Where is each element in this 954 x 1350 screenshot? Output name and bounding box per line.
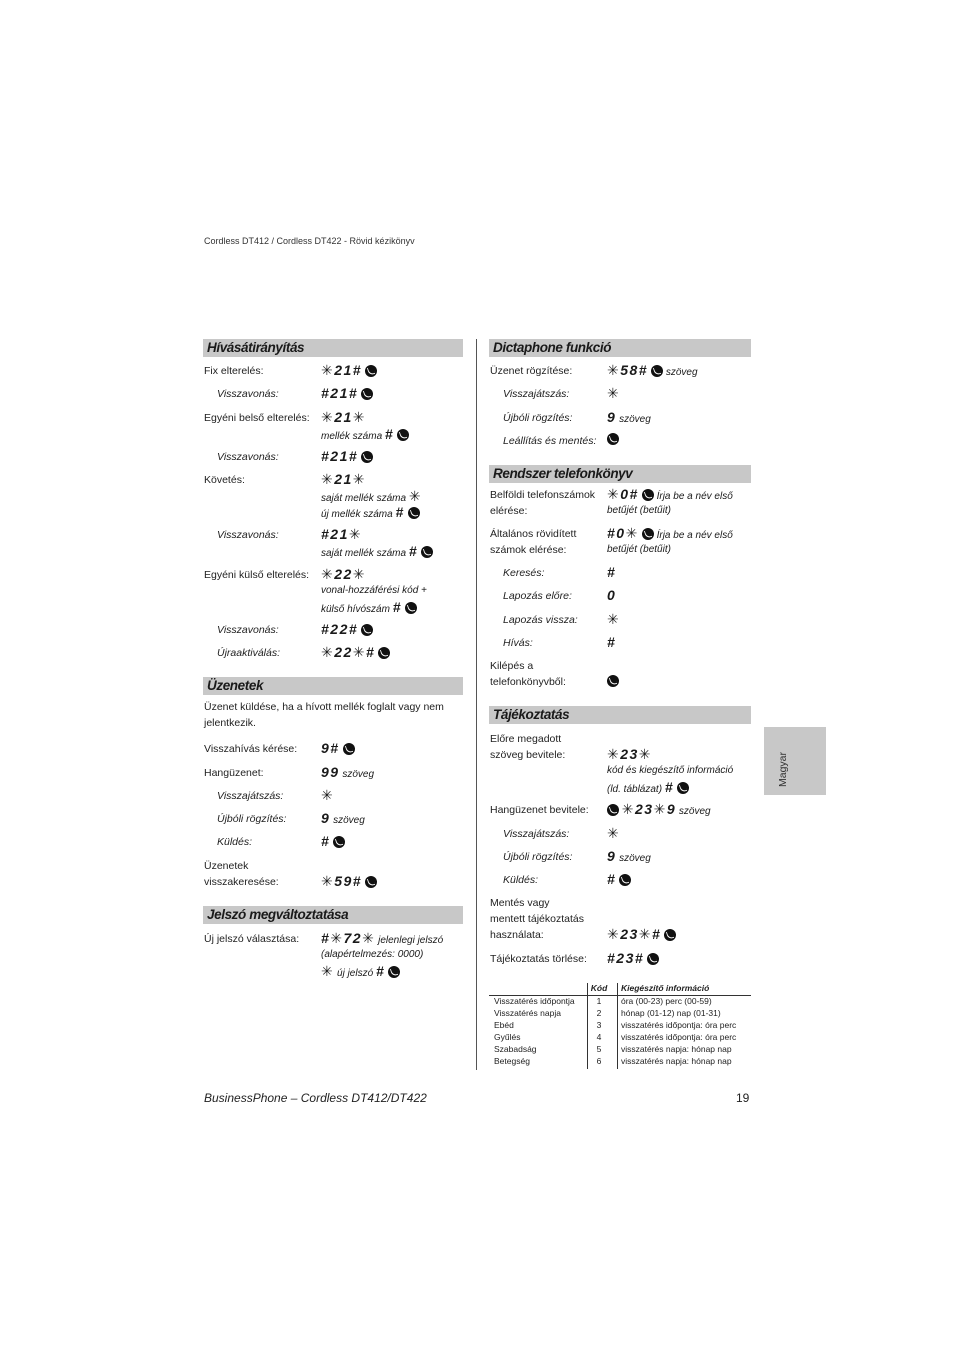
section-header-call-forward: Hívásátirányítás <box>203 339 463 357</box>
handset-icon <box>607 804 619 816</box>
label-scroll-forward: Lapozás előre: <box>503 590 572 602</box>
label-voice-message: Hangüzenet: <box>204 767 264 779</box>
header-code: Kód <box>590 983 608 993</box>
code-cancel-external: #22# <box>321 621 373 640</box>
code-common-abbreviated: #0✳ Írja be a név első <box>607 525 733 541</box>
label-follow-me: Követés: <box>204 474 245 486</box>
label-scroll-back: Lapozás vissza: <box>503 614 578 626</box>
code-search: # <box>607 564 617 580</box>
code-scroll-forward: 0 <box>607 587 617 603</box>
handset-icon <box>421 546 433 558</box>
page-number: 19 <box>736 1091 750 1105</box>
code-external-forward: ✳22✳ <box>321 566 367 582</box>
note-follow-me: saját mellék száma ✳ <box>321 488 423 504</box>
code-rerecord: 9 szöveg <box>321 810 365 826</box>
label-national-numbers-2: elérése: <box>490 505 528 517</box>
code-playback: ✳ <box>607 825 621 841</box>
label-send: Küldés: <box>503 874 539 886</box>
handset-icon <box>607 675 619 687</box>
code-playback: ✳ <box>607 385 621 401</box>
code-cancel-follow: #21✳ <box>321 526 363 542</box>
table-row: Szabadság 5 visszatérés napja: hónap nap <box>494 1044 732 1054</box>
label-common-abbreviated-2: számok elérése: <box>490 544 567 556</box>
handset-icon <box>388 966 400 978</box>
handset-icon <box>642 489 654 501</box>
running-header: Cordless DT412 / Cordless DT422 - Rövid kézikönyv <box>204 236 415 246</box>
section-header-dictaphone: Dictaphone funkció <box>489 339 751 357</box>
label-reactivate: Újraaktiválás: <box>217 647 281 659</box>
handset-icon <box>607 433 619 445</box>
info-code-table <box>489 983 751 1068</box>
table-row: Visszatérés időpontja 1 óra (00-23) perc (00-59) <box>494 996 712 1006</box>
label-new-password: Új jelszó választása: <box>204 933 300 945</box>
label-rerecord: Újbóli rögzítés: <box>503 412 573 424</box>
handset-icon <box>333 836 345 848</box>
code-voice-message: 99 szöveg <box>321 764 375 780</box>
handset-icon <box>651 365 663 377</box>
header-extra-info: Kiegészítő információ <box>621 983 710 993</box>
label-delete-info: Tájékoztatás törlése: <box>490 953 587 965</box>
handset-icon <box>619 874 631 886</box>
note-external-forward: vonal-hozzáférési kód + <box>321 585 427 596</box>
label-send: Küldés: <box>217 836 253 848</box>
section-header-information: Tájékoztatás <box>489 706 751 724</box>
handset-icon <box>365 876 377 888</box>
code-cancel: #21# <box>321 448 373 467</box>
handset-icon <box>378 647 390 659</box>
code-send: # <box>321 833 345 852</box>
code-predefined-text: ✳23✳ <box>607 746 653 762</box>
handset-icon <box>647 953 659 965</box>
code-new-password: #✳72✳ jelenlegi jelszó <box>321 930 444 946</box>
table-row: Betegség 6 visszatérés napja: hónap nap <box>494 1056 732 1066</box>
handset-icon <box>361 624 373 636</box>
handset-icon <box>408 507 420 519</box>
note2-external-forward: külső hívószám # <box>321 599 417 618</box>
code-send: # <box>607 871 631 890</box>
language-tab: Magyar <box>764 727 826 795</box>
code-delete-info: #23# <box>607 950 659 969</box>
code-stop-save <box>604 433 619 449</box>
note-internal-forward: mellék száma # <box>321 426 409 445</box>
note-national-numbers: betűjét (betűit) <box>607 505 671 516</box>
code-reactivate: ✳22✳# <box>321 644 390 663</box>
label-playback: Visszajátszás: <box>217 790 284 802</box>
handset-icon <box>365 365 377 377</box>
code-exit-phonebook <box>604 675 619 691</box>
label-exit-phonebook: Kilépés a <box>490 660 534 672</box>
label-save-info-2: mentett tájékoztatás <box>490 913 584 925</box>
footer-title: BusinessPhone – Cordless DT412/DT422 <box>204 1091 427 1105</box>
label-playback: Visszajátszás: <box>503 388 570 400</box>
label-retrieve: Üzenetek <box>204 860 249 872</box>
label-record-message: Üzenet rögzítése: <box>490 365 573 377</box>
label-national-numbers: Belföldi telefonszámok <box>490 489 596 501</box>
code-scroll-back: ✳ <box>607 611 621 627</box>
label-cancel: Visszavonás: <box>217 388 279 400</box>
label-call: Hívás: <box>503 637 533 649</box>
label-external-forward: Egyéni külső elterelés: <box>204 569 310 581</box>
handset-icon <box>361 388 373 400</box>
code-rerecord: 9 szöveg <box>607 848 651 864</box>
label-stop-save: Leállítás és mentés: <box>503 435 597 447</box>
label-internal-forward: Egyéni belső elterelés: <box>204 412 310 424</box>
code-follow-me: ✳21✳ <box>321 471 367 487</box>
note-common-abbreviated: betűjét (betűit) <box>607 544 671 555</box>
handset-icon <box>642 528 654 540</box>
label-search: Keresés: <box>503 567 545 579</box>
label-cancel: Visszavonás: <box>217 451 279 463</box>
note2-follow-me: új mellék száma # <box>321 504 420 523</box>
label-cancel: Visszavonás: <box>217 529 279 541</box>
label-fixed-forward: Fix elterelés: <box>204 365 264 377</box>
code-cancel: #21# <box>321 385 373 404</box>
section-header-password: Jelszó megváltoztatása <box>203 906 463 924</box>
note-new-password: ✳ új jelszó # <box>321 963 400 982</box>
code-fixed-forward: ✳21# <box>321 362 377 381</box>
handset-icon <box>405 602 417 614</box>
table-row: Visszatérés napja 2 hónap (01-12) nap (01-31) <box>494 1008 721 1018</box>
label-retrieve-2: visszakeresése: <box>204 876 279 888</box>
label-save-info: Mentés vagy <box>490 897 550 909</box>
handset-icon <box>664 929 676 941</box>
section-header-messages: Üzenetek <box>203 677 463 695</box>
table-row: Ebéd 3 visszatérés időpontja: óra perc <box>494 1020 737 1030</box>
note-cancel-follow: saját mellék száma # <box>321 543 433 562</box>
label-cancel: Visszavonás: <box>217 624 279 636</box>
note-default-password: (alapértelmezés: 0000) <box>321 949 424 960</box>
note-predefined-text: kód és kiegészítő információ <box>607 765 734 776</box>
label-predefined-text: Előre megadott <box>490 733 562 745</box>
handset-icon <box>397 429 409 441</box>
label-predefined-text-2: szöveg bevitele: <box>490 749 566 761</box>
label-rerecord: Újbóli rögzítés: <box>217 813 287 825</box>
code-save-info: ✳23✳# <box>607 926 676 945</box>
handset-icon <box>677 782 689 794</box>
code-playback: ✳ <box>321 787 335 803</box>
code-call: # <box>607 634 617 650</box>
code-rerecord: 9 szöveg <box>607 409 651 425</box>
code-retrieve: ✳59# <box>321 873 377 892</box>
code-voice-info: ✳23✳9 szöveg <box>604 801 711 820</box>
label-common-abbreviated: Általános rövidített <box>490 528 577 540</box>
table-header-row <box>489 983 751 996</box>
messages-intro: Üzenet küldése, ha a hívott mellék foglalt vagy nem jelentkezik. <box>204 701 444 729</box>
section-header-phonebook: Rendszer telefonkönyv <box>489 465 751 483</box>
note2-predefined-text: (ld. táblázat) # <box>607 779 689 798</box>
column-divider <box>476 339 477 1070</box>
code-record-message: ✳58# szöveg <box>607 362 698 378</box>
table-row: Gyűlés 4 visszatérés időpontja: óra perc <box>494 1032 737 1042</box>
label-callback: Visszahívás kérése: <box>204 743 298 755</box>
label-exit-phonebook-2: telefonkönyvből: <box>490 676 566 688</box>
code-internal-forward: ✳21✳ <box>321 409 367 425</box>
label-voice-info: Hangüzenet bevitele: <box>490 804 589 816</box>
code-national-numbers: ✳0# Írja be a név első <box>607 486 733 502</box>
label-save-info-3: használata: <box>490 929 544 941</box>
handset-icon <box>361 451 373 463</box>
code-callback: 9# <box>321 740 355 759</box>
handset-icon <box>343 743 355 755</box>
label-rerecord: Újbóli rögzítés: <box>503 851 573 863</box>
label-playback: Visszajátszás: <box>503 828 570 840</box>
